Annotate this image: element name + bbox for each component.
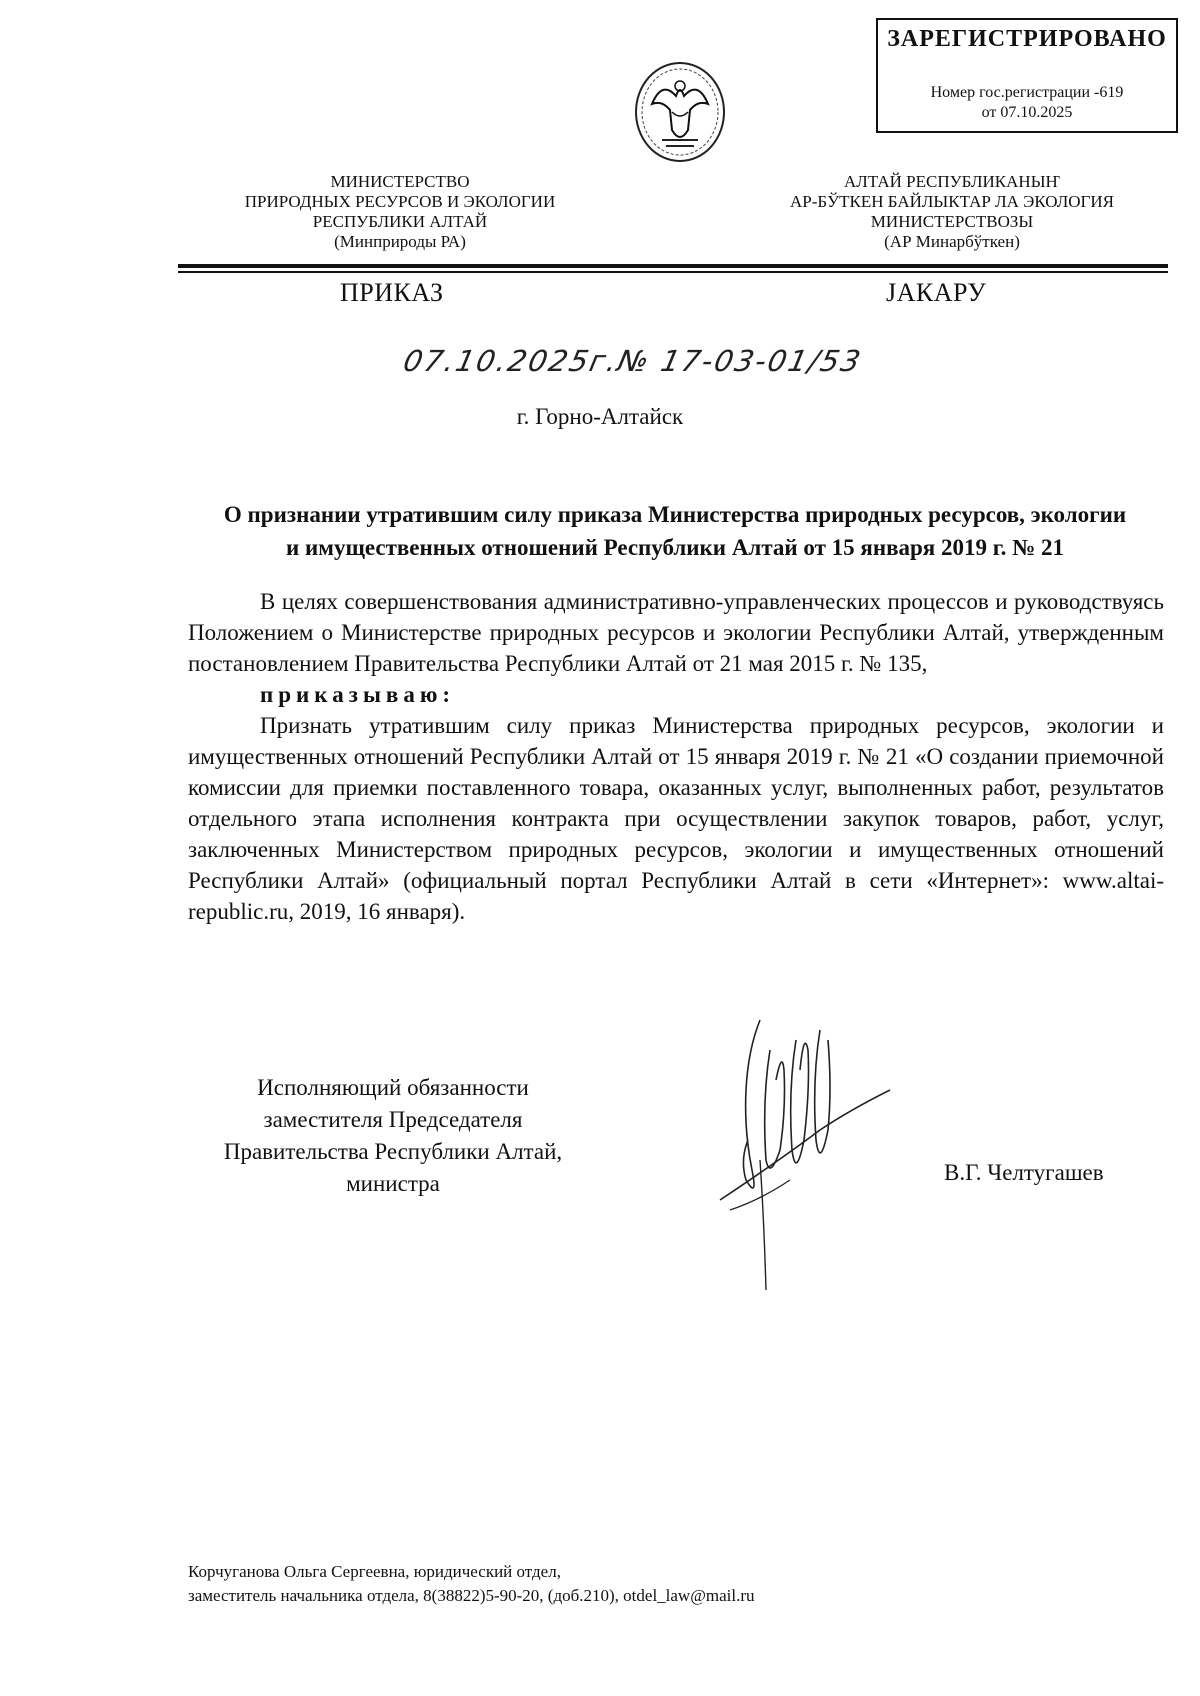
document-body bbox=[188, 586, 1164, 927]
body-paragraph-decision: Признать утратившим силу приказ Министерства природных ресурсов, экологии и имущественных отношений Республики Алтай от 15 января 2019 г. № 21 «О создании приемочной комиссии для приемки поставленного товара, оказанных услуг, выполненных работ, результатов отдельного этапа исполнения контракта при осуществлении закупок товаров, работ, услуг, заключенных Министерством природных ресурсов, экологии и имущественных отношений Республики Алтай» (официальный портал Республики Алтай в сети «Интернет»: www.altai-republic.ru, 2019, 16 января). bbox=[188, 713, 1164, 924]
document-title bbox=[180, 498, 1170, 564]
signatory-name: В.Г. Челтугашев bbox=[944, 1160, 1104, 1185]
order-label-alt: JАКАРУ bbox=[886, 278, 987, 307]
ministry-header-alt bbox=[752, 172, 1152, 252]
executor-line1: Корчуганова Ольга Сергеевна, юридический отдел, bbox=[188, 1562, 561, 1581]
ministry-header-ru-line3: РЕСПУБЛИКИ АЛТАЙ bbox=[312, 212, 488, 231]
signatory-position-line2: заместителя Председателя bbox=[263, 1107, 523, 1132]
document-title-line1: О признании утратившим силу приказа Министерства природных ресурсов, экологии bbox=[223, 502, 1127, 527]
signatory-position-line1: Исполняющий обязанности bbox=[257, 1075, 529, 1100]
header-rule-thin bbox=[178, 271, 1168, 273]
signatory-position bbox=[178, 1072, 608, 1200]
ministry-header-ru-line1: МИНИСТЕРСТВО bbox=[330, 172, 470, 191]
registration-stamp bbox=[876, 18, 1178, 133]
ministry-header-ru-line4: (Минприроды РА) bbox=[334, 232, 466, 251]
ministry-header-alt-line4: (АР Минарбўткен) bbox=[884, 232, 1020, 251]
ministry-header-alt-line1: АЛТАЙ РЕСПУБЛИКАНЫҤ bbox=[844, 172, 1060, 191]
executor-footer bbox=[188, 1560, 755, 1608]
order-label-ru: ПРИКАЗ bbox=[340, 278, 444, 307]
executor-line2: заместитель начальника отдела, 8(38822)5-90-20, (доб.210), otdel_law@mail.ru bbox=[188, 1586, 755, 1605]
ministry-header-ru-line2: ПРИРОДНЫХ РЕСУРСОВ И ЭКОЛОГИИ bbox=[244, 192, 556, 211]
order-date-handwritten: 07.10.2025г. bbox=[400, 344, 623, 378]
order-city: г. Горно-Алтайск bbox=[516, 404, 684, 429]
ministry-header-alt-line2: АР-БЎТКЕН БАЙЛЫКТАР ЛА ЭКОЛОГИЯ bbox=[789, 192, 1114, 211]
stamp-reg-date: от 07.10.2025 bbox=[981, 104, 1073, 121]
ministry-header-alt-line3: МИНИСТЕРСТВОЗЫ bbox=[870, 212, 1034, 231]
ministry-header-ru bbox=[210, 172, 590, 252]
header-rule-thick bbox=[178, 264, 1168, 268]
signatory-position-line3: Правительства Республики Алтай, bbox=[223, 1139, 563, 1164]
document-title-line2: и имущественных отношений Республики Алтай от 15 января 2019 г. № 21 bbox=[286, 535, 1064, 560]
stamp-reg-number: Номер гос.регистрации -619 bbox=[930, 84, 1124, 101]
handwritten-signature bbox=[700, 1010, 900, 1300]
body-paragraph-preamble: В целях совершенствования административно-управленческих процессов и руководствуясь Положением о Министерстве природных ресурсов и экологии Республики Алтай, утвержденным постановлением Правительства Республики Алтай от 21 мая 2015 г. № 135, bbox=[188, 589, 1164, 676]
decree-word: приказываю: bbox=[260, 682, 456, 707]
order-number-handwritten: № 17-03-01/53 bbox=[614, 344, 866, 378]
signatory-position-line4: министра bbox=[346, 1171, 440, 1196]
altai-coat-of-arms-icon bbox=[632, 60, 728, 164]
stamp-title: ЗАРЕГИСТРИРОВАНО bbox=[887, 26, 1167, 52]
